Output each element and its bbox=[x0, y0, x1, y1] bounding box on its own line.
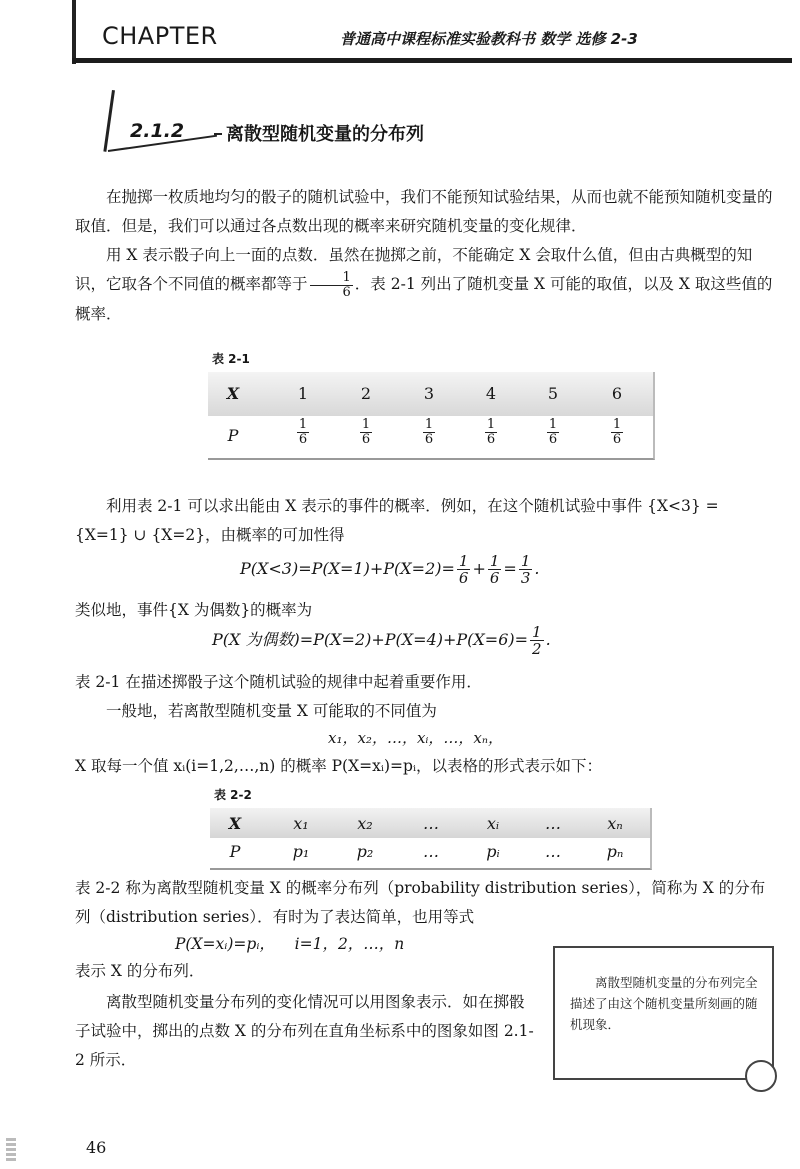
table2-x-value: xᵢ bbox=[486, 814, 500, 833]
paragraph-event-example: 利用表 2-1 可以求出能由 X 表示的事件的概率．例如，在这个随机试验中事件 {X<3} = {X=1} ∪ {X=2}，由概率的可加性得 bbox=[75, 497, 719, 544]
equation-lhs: P(X 为偶数)=P(X=2)+P(X=4)+P(X=6)= bbox=[212, 630, 529, 649]
table1-x-value: 4 bbox=[485, 384, 497, 403]
fraction-numerator: 1 bbox=[458, 552, 469, 570]
table2-label: 表 2-2 bbox=[214, 788, 252, 802]
table2-p-value: pₙ bbox=[606, 842, 624, 861]
paragraph-even-event: 类似地，事件{X 为偶数}的概率为 bbox=[75, 601, 313, 619]
fraction-denominator: 2 bbox=[532, 640, 542, 658]
period: . bbox=[545, 630, 551, 649]
equation-lhs: P(X<3)=P(X=1)+P(X=2)= bbox=[240, 559, 455, 578]
table2-x-header: X bbox=[228, 814, 242, 833]
period: . bbox=[534, 559, 540, 578]
fraction-denominator: 3 bbox=[520, 569, 531, 587]
fraction-numerator: 1 bbox=[532, 623, 542, 641]
table2-p-value: pᵢ bbox=[486, 842, 500, 861]
equation-distribution: P(X=xᵢ)=pᵢ， i=1，2，…，n bbox=[175, 935, 405, 953]
paragraph-definition: 表 2-2 称为离散型随机变量 X 的概率分布列（probability distribution series），简称为 X 的分布列（distribution series）．有时为了表达简单，也用等式 bbox=[75, 879, 766, 926]
paragraph-probabilities: X 取每一个值 xᵢ(i=1,2,…,n) 的概率 P(X=xᵢ)=pᵢ，以表格的形式表示如下： bbox=[75, 757, 603, 775]
table2-p-value: p₁ bbox=[292, 842, 310, 861]
chapter-label: CHAPTER bbox=[102, 22, 218, 50]
paragraph-text-a: 用 X 表示骰子向上一面的点数．虽然在抛掷之前，不能确定 X 会取什么值，但由古典概型的知识，它取各个不同值的概率都等于 bbox=[75, 246, 753, 293]
fraction-denominator: 6 bbox=[458, 569, 469, 587]
table2 bbox=[210, 808, 652, 870]
section-dash bbox=[214, 133, 222, 135]
paragraph-general-case: 一般地，若离散型随机变量 X 可能取的不同值为 bbox=[106, 702, 437, 720]
fraction-denominator: 6 bbox=[342, 284, 351, 300]
fraction-numerator: 1 bbox=[486, 417, 496, 432]
table1-x-value: 5 bbox=[547, 384, 559, 403]
equals-sign: = bbox=[503, 559, 517, 578]
table1-p-value bbox=[278, 418, 328, 447]
fraction bbox=[519, 553, 533, 586]
section-number: 2.1.2 bbox=[130, 120, 185, 142]
page-edge-mark bbox=[6, 1138, 16, 1162]
fraction-denominator: 6 bbox=[298, 432, 308, 447]
paragraph-denotes: 表示 X 的分布列． bbox=[75, 962, 205, 980]
table1-p-value bbox=[341, 418, 391, 447]
table2-x-value: … bbox=[545, 814, 561, 833]
table2-x-value: … bbox=[423, 814, 439, 833]
header-rule bbox=[72, 58, 792, 63]
fraction-numerator: 1 bbox=[520, 552, 531, 570]
table2-x-value: xₙ bbox=[607, 814, 623, 833]
value-sequence: x₁，x₂，…，xᵢ，…，xₙ， bbox=[328, 729, 503, 747]
table1 bbox=[208, 372, 655, 460]
fraction-denominator: 6 bbox=[486, 432, 496, 447]
table1-x-value: 3 bbox=[423, 384, 435, 403]
table2-x-value: x₁ bbox=[293, 814, 309, 833]
table1-p-header: P bbox=[227, 426, 239, 445]
table1-label: 表 2-1 bbox=[212, 352, 250, 366]
equation-p-x-even bbox=[212, 624, 551, 657]
table2-p-value: … bbox=[423, 842, 439, 861]
fraction-numerator: 1 bbox=[612, 417, 622, 432]
note-circle-decoration bbox=[745, 1060, 777, 1092]
table1-p-value bbox=[592, 418, 642, 447]
equation-p-x-less-3 bbox=[240, 553, 539, 586]
fraction-numerator: 1 bbox=[298, 417, 308, 432]
paragraph-text-b: ．表 2-1 列出了随机变量 X 可能的取值，以及 X 取这些值的概率． bbox=[75, 275, 773, 323]
table1-x-value: 1 bbox=[297, 384, 309, 403]
fraction-denominator: 6 bbox=[489, 569, 500, 587]
fraction-numerator: 1 bbox=[489, 552, 500, 570]
book-title: 普通高中课程标准实验教科书 数学 选修 2-3 bbox=[340, 30, 638, 48]
fraction-numerator: 1 bbox=[548, 417, 558, 432]
paragraph-intro: 在抛掷一枚质地均匀的骰子的随机试验中，我们不能预知试验结果，从而也就不能预知随机变量的取值．但是，我们可以通过各点数出现的概率来研究随机变量的变化规律． bbox=[75, 188, 773, 235]
table2-x-value: x₂ bbox=[357, 814, 373, 833]
table2-p-value: p₂ bbox=[356, 842, 374, 861]
paragraph-table-importance: 表 2-1 在描述掷骰子这个随机试验的规律中起着重要作用． bbox=[75, 673, 482, 691]
table1-p-value bbox=[528, 418, 578, 447]
fraction bbox=[457, 553, 471, 586]
plus-sign: + bbox=[472, 559, 486, 578]
fraction-denominator: 6 bbox=[361, 432, 371, 447]
table1-p-value bbox=[404, 418, 454, 447]
table1-x-value: 6 bbox=[611, 384, 623, 403]
fraction-one-sixth bbox=[310, 271, 353, 300]
fraction-numerator: 1 bbox=[424, 417, 434, 432]
section-title: 离散型随机变量的分布列 bbox=[226, 124, 424, 145]
page-number: 46 bbox=[86, 1138, 107, 1157]
table1-x-value: 2 bbox=[360, 384, 372, 403]
table1-x-header: X bbox=[226, 384, 240, 403]
fraction-denominator: 6 bbox=[424, 432, 434, 447]
paragraph-uniform-probability bbox=[75, 241, 775, 329]
paragraph-graph: 离散型随机变量分布列的变化情况可以用图象表示．如在掷骰子试验中，掷出的点数 X 的分布列在直角坐标系中的图象如图 2.1-2 所示． bbox=[75, 993, 534, 1069]
section-slash-decoration bbox=[103, 90, 115, 152]
fraction-denominator: 6 bbox=[612, 432, 622, 447]
fraction bbox=[530, 624, 544, 657]
fraction-denominator: 6 bbox=[548, 432, 558, 447]
table2-p-header: P bbox=[229, 842, 241, 861]
side-note-text: 离散型随机变量的分布列完全描述了由这个随机变量所刻画的随机现象． bbox=[570, 975, 758, 1032]
table2-p-value: … bbox=[545, 842, 561, 861]
fraction-numerator: 1 bbox=[310, 271, 353, 286]
header-left-rule bbox=[72, 0, 76, 64]
table1-p-value bbox=[466, 418, 516, 447]
fraction bbox=[488, 553, 502, 586]
fraction-numerator: 1 bbox=[361, 417, 371, 432]
